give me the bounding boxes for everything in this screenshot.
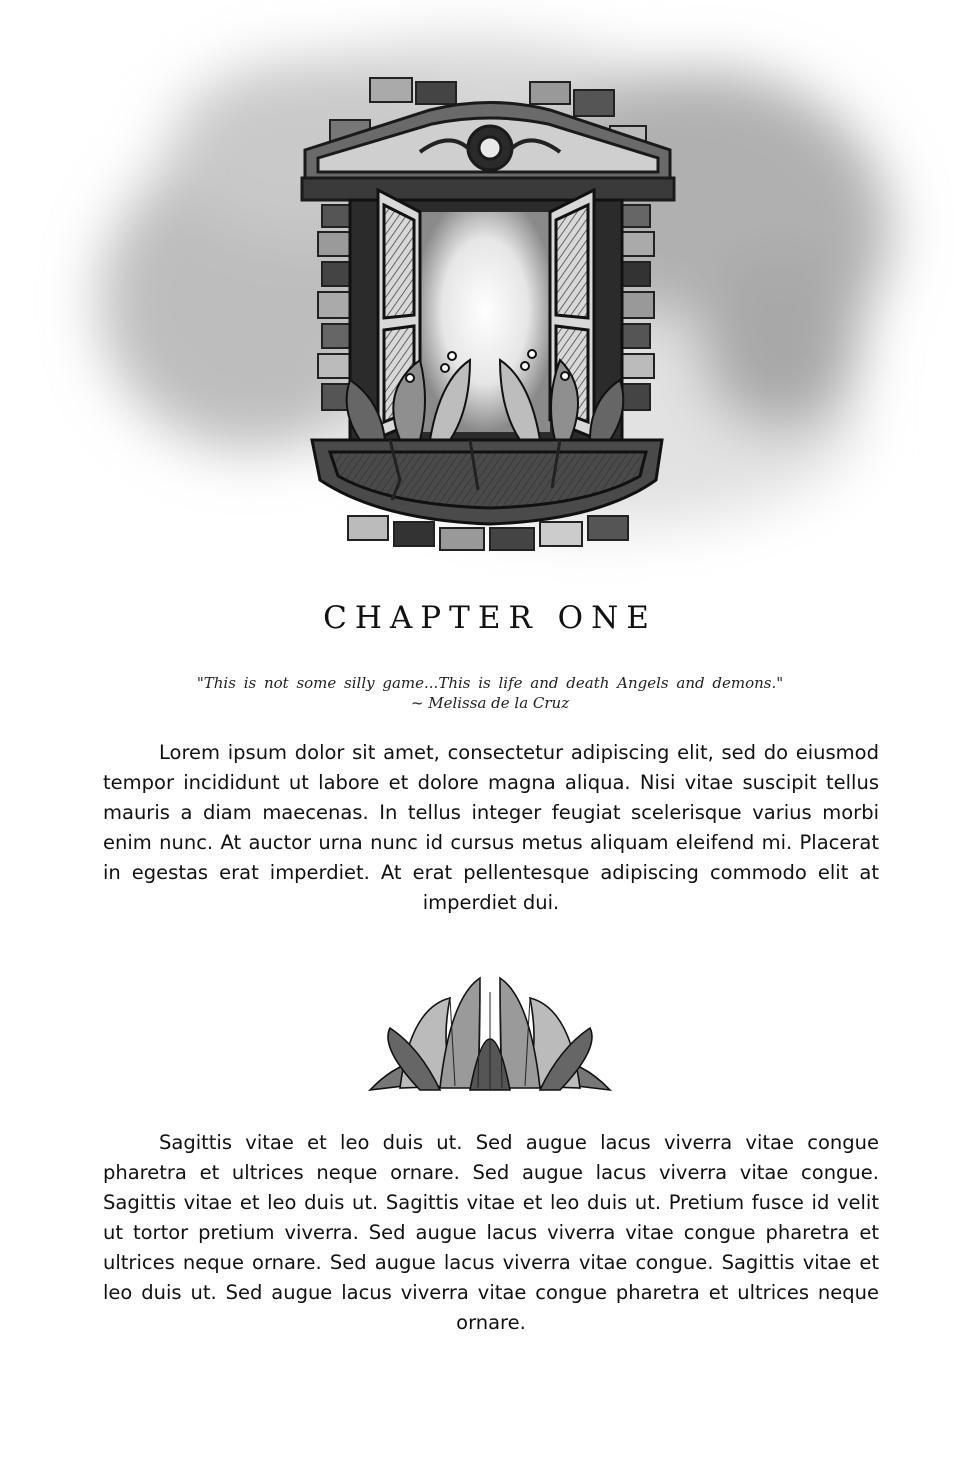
epigraph-author: ~ Melissa de la Cruz [410, 694, 570, 712]
plant-divider-illustration [360, 968, 620, 1096]
epigraph-quote: "This is not some silly game...This is life and death Angels and demons." [196, 674, 784, 692]
chapter-title: CHAPTER ONE [323, 600, 657, 636]
window-light [420, 212, 550, 432]
body-paragraph-2: Sagittis vitae et leo duis ut. Sed augue lacus viverra vitae congue pharetra et ultrices neque ornare. Sed augue lacus viverra vitae congue. Sagittis vitae et leo duis ut. Sagittis vitae et leo duis ut. Pretium fusce id velit ut tortor pretium viverra. Sed augue lacus viverra vitae congue pharetra et ultrices neque ornare. Sed augue lacus viverra vitae congue. Sagittis vitae et leo duis ut. Sed augue lacus viverra vitae congue pharetra et ultrices neque ornare. [103, 1131, 879, 1334]
body-paragraph-1: Lorem ipsum dolor sit amet, consectetur adipiscing elit, sed do eiusmod tempor incididunt ut labore et dolore magna aliqua. Nisi vitae suscipit tellus mauris a diam maecenas. In tellus integer feugiat scelerisque varius morbi enim nunc. At auctor urna nunc id cursus metus aliquam eleifend mi. Placerat in egestas erat imperdiet. At erat pellentesque adipiscing commodo elit at imperdiet dui. [103, 741, 879, 914]
window-illustration [0, 0, 980, 600]
